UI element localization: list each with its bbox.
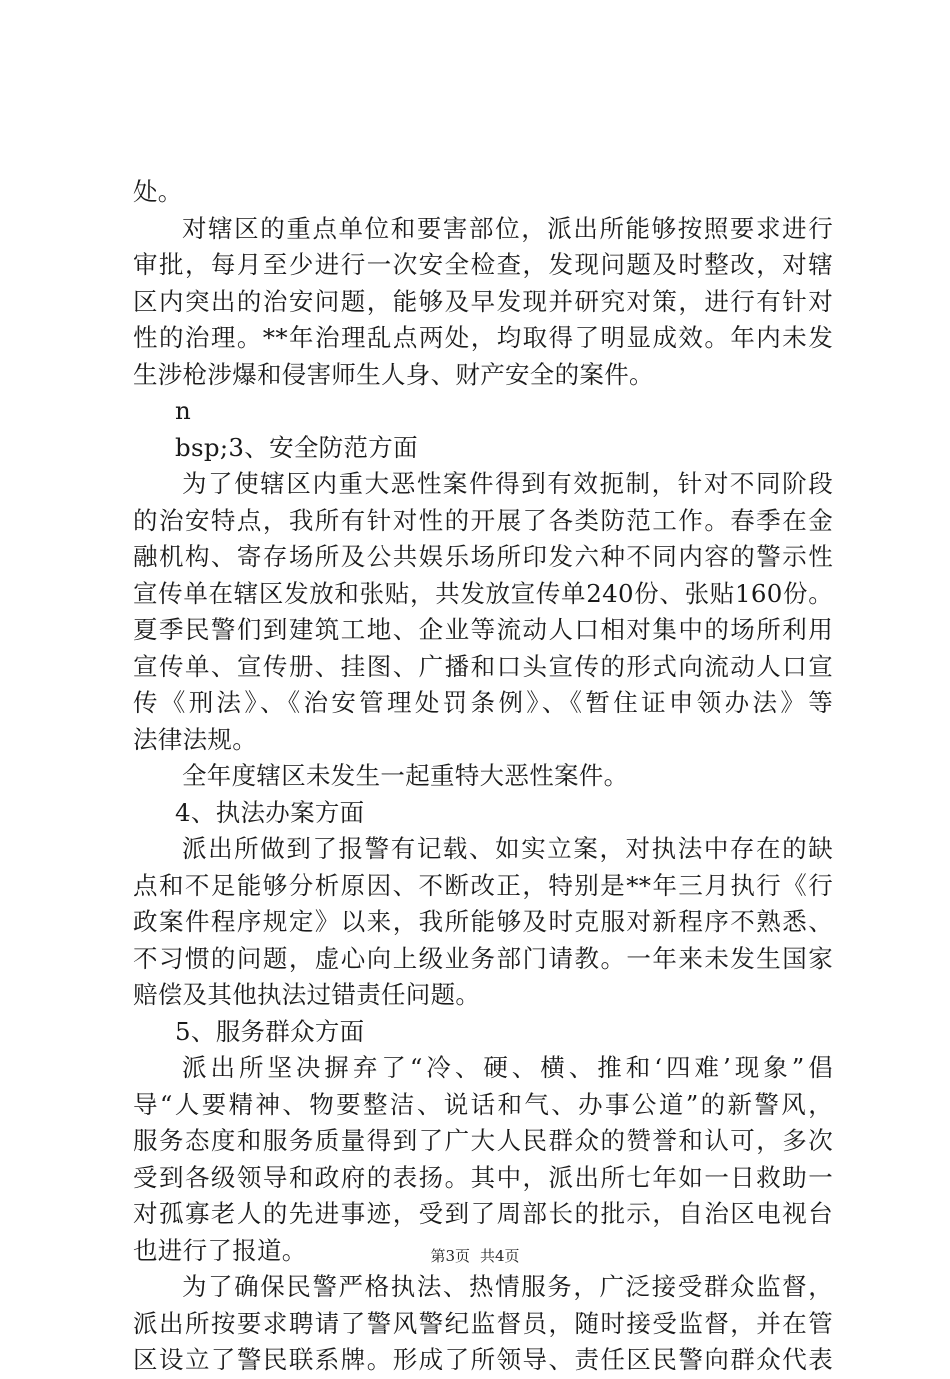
text-line: 传《刑法》、《治安管理处罚条例》、《暂住证申领办法》等 [133, 688, 833, 717]
page-total: 共4页 [480, 1247, 520, 1265]
section-heading: 5、服务群众方面 [175, 1016, 365, 1046]
text-line: 不习惯的问题，虚心向上级业务部门请教。一年来未发生国家 [133, 943, 833, 973]
text-line: 派出所按要求聘请了警风警纪监督员，随时接受监督，并在管 [133, 1308, 833, 1338]
text-line: 融机构、寄存场所及公共娱乐场所印发六种不同内容的警示性 [133, 542, 833, 571]
text-line: 政案件程序规定》以来，我所能够及时克服对新程序不熟悉、 [133, 907, 833, 936]
section-heading: bsp;3、安全防范方面 [175, 432, 418, 462]
text-line: 导“人要精神、物要整洁、说话和气、办事公道”的新警风， [133, 1089, 833, 1119]
text-line: 赔偿及其他执法过错责任问题。 [133, 980, 481, 1009]
text-line: n [175, 396, 192, 425]
text-line: 宣传单在辖区发放和张贴，共发放宣传单240份、张贴160份。 [133, 578, 833, 608]
text-line: 服务态度和服务质量得到了广大人民群众的赞誉和认可，多次 [133, 1126, 833, 1155]
paragraph-first-line: 派出所做到了报警有记载、如实立案，对执法中存在的缺 [182, 834, 833, 863]
text-line: 受到各级领导和政府的表扬。其中，派出所七年如一日救助一 [133, 1162, 833, 1192]
paragraph-first-line: 为了确保民警严格执法、热情服务，广泛接受群众监督， [182, 1272, 833, 1301]
text-line: 生涉枪涉爆和侵害师生人身、财产安全的案件。 [133, 359, 654, 389]
page-number: 第3页 [430, 1247, 470, 1265]
text-line: 区内突出的治安问题，能够及早发现并研究对策，进行有针对 [133, 286, 833, 316]
paragraph-first-line: 派出所坚决摒弃了“冷、硬、横、推和‘四难’现象”倡 [182, 1053, 833, 1082]
page-footer [0, 1246, 950, 1266]
section-heading: 4、执法办案方面 [175, 797, 365, 827]
document-body [133, 174, 833, 1379]
text-line: 也进行了报道。 [133, 1235, 307, 1265]
text-line: 审批，每月至少进行一次安全检查，发现问题及时整改，对辖 [133, 250, 833, 279]
paragraph-first-line: 为了使辖区内重大恶性案件得到有效扼制，针对不同阶段 [182, 469, 833, 498]
paragraph-first-line: 对辖区的重点单位和要害部位，派出所能够按照要求进行 [182, 213, 833, 243]
text-line: 宣传单、宣传册、挂图、广播和口头宣传的形式向流动人口宣 [133, 651, 833, 681]
text-line: 区设立了警民联系牌。形成了所领导、责任区民警向群众代表 [133, 1345, 833, 1374]
text-line: 对孤寡老人的先进事迹，受到了周部长的批示，自治区电视台 [133, 1199, 833, 1228]
text-line: 法律法规。 [133, 724, 257, 754]
text-line: 点和不足能够分析原因、不断改正，特别是**年三月执行《行 [133, 870, 833, 900]
text-line: 的治安特点，我所有针对性的开展了各类防范工作。春季在金 [133, 505, 833, 535]
paragraph-first-line: 全年度辖区未发生一起重特大恶性案件。 [182, 761, 629, 790]
text-line: 处。 [133, 177, 183, 206]
text-line: 性的治理。**年治理乱点两处，均取得了明显成效。年内未发 [133, 323, 833, 352]
text-line: 夏季民警们到建筑工地、企业等流动人口相对集中的场所利用 [133, 615, 833, 644]
